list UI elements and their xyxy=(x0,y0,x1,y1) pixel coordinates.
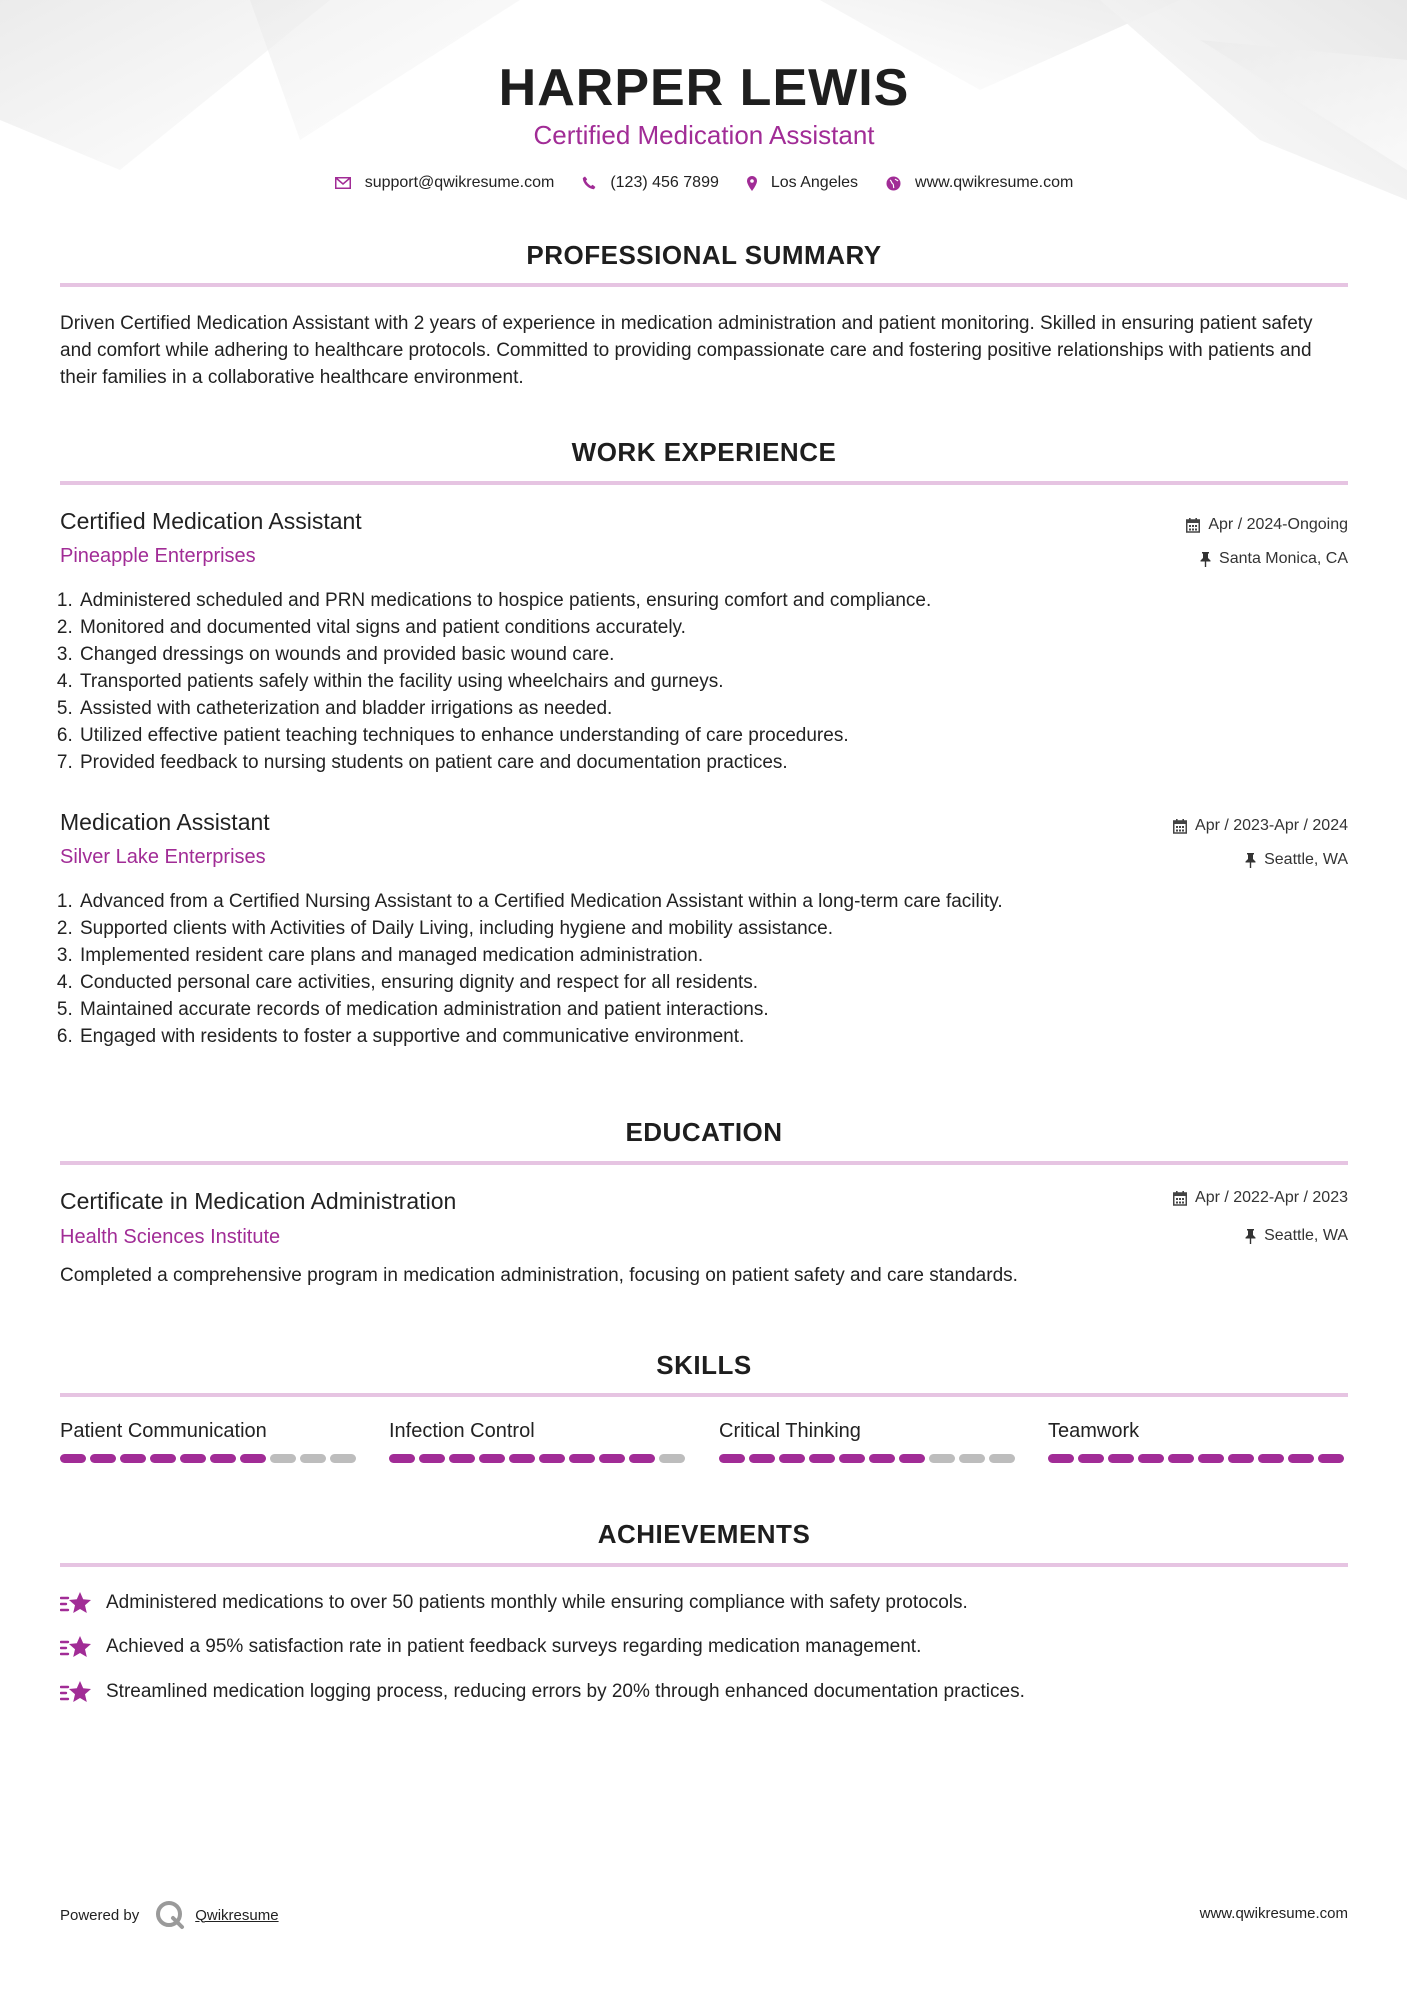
summary-divider xyxy=(60,283,1348,287)
list-item: 7. Provided feedback to nursing students on patient care and documentation practices. xyxy=(78,749,1338,776)
list-item: 1. Administered scheduled and PRN medications to hospice patients, ensuring comfort and compliance. xyxy=(78,587,1338,614)
calendar-icon xyxy=(1173,819,1187,834)
skill-item xyxy=(719,1420,1019,1463)
achievement-item xyxy=(60,1634,1348,1660)
education-description: Completed a comprehensive program in medication administration, focusing on patient safety and care standards. xyxy=(60,1265,1018,1286)
education-location-text: Seattle, WA xyxy=(1264,1227,1348,1244)
candidate-title: Certified Medication Assistant xyxy=(533,120,875,150)
achievement-text: Achieved a 95% satisfaction rate in patient feedback surveys regarding medication management. xyxy=(106,1636,922,1657)
list-item: 4. Transported patients safely within the facility using wheelchairs and gurneys. xyxy=(78,668,1338,695)
list-item: 2. Supported clients with Activities of Daily Living, including hygiene and mobility assistance. xyxy=(78,915,1338,942)
skill-segment-empty xyxy=(330,1454,356,1463)
skills-divider xyxy=(60,1393,1348,1397)
achievements-heading: ACHIEVEMENTS xyxy=(597,1519,811,1549)
skill-segment-filled xyxy=(509,1454,535,1463)
education-dates xyxy=(1173,1189,1348,1207)
contact-row xyxy=(60,174,1348,192)
job-location-text: Santa Monica, CA xyxy=(1219,550,1348,567)
skill-segment-filled xyxy=(1288,1454,1314,1463)
achievement-text: Streamlined medication logging process, reducing errors by 20% through enhanced documentation practices. xyxy=(106,1681,1025,1702)
job-company: Silver Lake Enterprises xyxy=(60,846,266,868)
job-company: Pineapple Enterprises xyxy=(60,545,256,567)
map-pin-icon xyxy=(747,176,757,191)
skill-segment-filled xyxy=(419,1454,445,1463)
skill-segment-filled xyxy=(599,1454,625,1463)
skill-segment-filled xyxy=(1228,1454,1254,1463)
skill-segment-filled xyxy=(569,1454,595,1463)
skill-segment-filled xyxy=(60,1454,86,1463)
list-item: 3. Implemented resident care plans and managed medication administration. xyxy=(78,942,1338,969)
contact-phone-text: (123) 456 7899 xyxy=(610,174,719,191)
pushpin-icon xyxy=(1245,853,1256,868)
job-dates xyxy=(1186,516,1348,534)
skill-segment-filled xyxy=(539,1454,565,1463)
skill-segment-filled xyxy=(899,1454,925,1463)
skill-name: Teamwork xyxy=(1048,1420,1140,1442)
skill-segment-empty xyxy=(270,1454,296,1463)
education-degree: Certificate in Medication Administration xyxy=(60,1188,457,1214)
skill-segment-empty xyxy=(929,1454,955,1463)
skill-name: Infection Control xyxy=(389,1420,535,1442)
job-location xyxy=(1200,550,1348,568)
list-item: 3. Changed dressings on wounds and provided basic wound care. xyxy=(78,641,1338,668)
powered-by-label: Powered by xyxy=(60,1906,140,1924)
achievement-item xyxy=(60,1590,1348,1616)
skill-name: Patient Communication xyxy=(60,1420,267,1442)
pushpin-icon xyxy=(1245,1229,1256,1244)
skill-segment-filled xyxy=(120,1454,146,1463)
skill-segment-filled xyxy=(180,1454,206,1463)
envelope-icon xyxy=(335,177,351,189)
job-duties-list xyxy=(60,888,1338,1050)
skill-segment-filled xyxy=(210,1454,236,1463)
phone-icon xyxy=(582,176,596,190)
globe-icon xyxy=(886,176,901,191)
skill-item xyxy=(60,1420,360,1463)
job-dates-text: Apr / 2024-Ongoing xyxy=(1208,516,1348,533)
experience-heading: WORK EXPERIENCE xyxy=(571,437,837,467)
shooting-star-icon xyxy=(60,1679,92,1705)
contact-phone[interactable] xyxy=(582,174,719,192)
job-title: Medication Assistant xyxy=(60,809,270,835)
skill-segment-filled xyxy=(150,1454,176,1463)
experience-divider xyxy=(60,481,1348,485)
skill-item xyxy=(389,1420,689,1463)
skill-segment-filled xyxy=(779,1454,805,1463)
job-location-text: Seattle, WA xyxy=(1264,851,1348,868)
skill-segment-filled xyxy=(240,1454,266,1463)
achievements-divider xyxy=(60,1563,1348,1567)
list-item: 1. Advanced from a Certified Nursing Assistant to a Certified Medication Assistant within a long-term care facility. xyxy=(78,888,1338,915)
skill-level-bar xyxy=(60,1454,360,1463)
skill-item xyxy=(1048,1420,1348,1463)
education-heading: EDUCATION xyxy=(625,1117,783,1147)
skill-segment-filled xyxy=(449,1454,475,1463)
calendar-icon xyxy=(1186,518,1200,533)
shooting-star-icon xyxy=(60,1590,92,1616)
job-title: Certified Medication Assistant xyxy=(60,508,362,534)
skill-segment-filled xyxy=(1318,1454,1344,1463)
education-location xyxy=(1245,1227,1348,1245)
skill-segment-filled xyxy=(1078,1454,1104,1463)
job-dates-text: Apr / 2023-Apr / 2024 xyxy=(1195,817,1348,834)
job-location xyxy=(1245,851,1348,869)
skill-segment-filled xyxy=(809,1454,835,1463)
skill-segment-filled xyxy=(1048,1454,1074,1463)
skill-segment-filled xyxy=(629,1454,655,1463)
job-duties-list xyxy=(60,587,1338,776)
skill-segment-filled xyxy=(869,1454,895,1463)
job-dates xyxy=(1173,817,1348,835)
list-item: 6. Engaged with residents to foster a supportive and communicative environment. xyxy=(78,1023,1338,1050)
education-dates-text: Apr / 2022-Apr / 2023 xyxy=(1195,1189,1348,1206)
list-item: 5. Maintained accurate records of medication administration and patient interactions. xyxy=(78,996,1338,1023)
shooting-star-icon xyxy=(60,1634,92,1660)
contact-location-text: Los Angeles xyxy=(770,174,859,191)
skill-segment-filled xyxy=(90,1454,116,1463)
skill-segment-filled xyxy=(1198,1454,1224,1463)
list-item: 6. Utilized effective patient teaching techniques to enhance understanding of care procedures. xyxy=(78,722,1338,749)
skill-segment-empty xyxy=(300,1454,326,1463)
contact-location xyxy=(747,174,858,192)
skill-level-bar xyxy=(389,1454,689,1463)
summary-text: Driven Certified Medication Assistant with 2 years of experience in medication administration and patient monitoring. Skilled in ensuring patient safety and comfort while adhering to healthcare protocols. Committed to providing compassionate care and fostering positive relationships with patients and their families in a collaborative healthcare environment. xyxy=(60,313,1313,388)
qwikresume-logo-icon xyxy=(155,1900,185,1930)
calendar-icon xyxy=(1173,1191,1187,1206)
skill-segment-filled xyxy=(479,1454,505,1463)
list-item: 2. Monitored and documented vital signs and patient conditions accurately. xyxy=(78,614,1338,641)
skill-segment-empty xyxy=(659,1454,685,1463)
pushpin-icon xyxy=(1200,552,1211,567)
footer-website[interactable]: www.qwikresume.com xyxy=(1199,1905,1348,1922)
candidate-name: HARPER LEWIS xyxy=(498,59,910,117)
skill-segment-filled xyxy=(839,1454,865,1463)
list-item: 4. Conducted personal care activities, ensuring dignity and respect for all residents. xyxy=(78,969,1338,996)
skills-heading: SKILLS xyxy=(656,1350,752,1380)
achievement-text: Administered medications to over 50 patients monthly while ensuring compliance with safety protocols. xyxy=(106,1592,968,1613)
list-item: 5. Assisted with catheterization and bladder irrigations as needed. xyxy=(78,695,1338,722)
skill-segment-filled xyxy=(1258,1454,1284,1463)
education-divider xyxy=(60,1161,1348,1165)
contact-email[interactable] xyxy=(335,174,555,192)
skill-segment-filled xyxy=(1168,1454,1194,1463)
education-school: Health Sciences Institute xyxy=(60,1226,281,1248)
contact-website[interactable] xyxy=(886,174,1073,192)
summary-heading: PROFESSIONAL SUMMARY xyxy=(526,240,882,270)
skill-segment-filled xyxy=(1138,1454,1164,1463)
qwikresume-link[interactable]: Qwikresume xyxy=(195,1906,279,1924)
skill-segment-empty xyxy=(959,1454,985,1463)
skill-segment-filled xyxy=(389,1454,415,1463)
contact-email-text: support@qwikresume.com xyxy=(364,174,555,191)
skill-segment-filled xyxy=(749,1454,775,1463)
skill-segment-filled xyxy=(719,1454,745,1463)
skill-level-bar xyxy=(1048,1454,1348,1463)
skill-segment-empty xyxy=(989,1454,1015,1463)
footer-powered-by xyxy=(60,1900,279,1930)
achievement-item xyxy=(60,1679,1348,1705)
skill-level-bar xyxy=(719,1454,1019,1463)
skill-name: Critical Thinking xyxy=(719,1420,861,1442)
contact-website-text: www.qwikresume.com xyxy=(915,174,1074,191)
skill-segment-filled xyxy=(1108,1454,1134,1463)
